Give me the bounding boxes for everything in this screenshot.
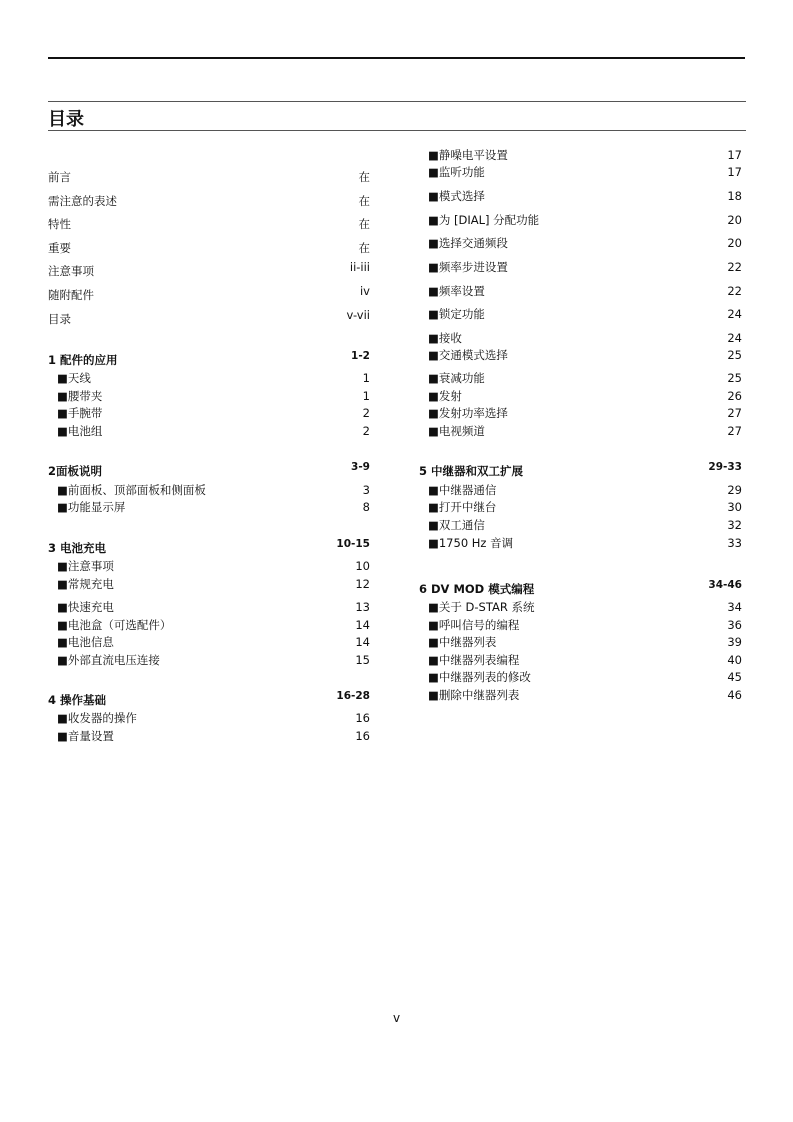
- toc-entry[interactable]: ■中继器列表的修改 45: [428, 670, 742, 684]
- toc-entry[interactable]: ■模式选择 18: [428, 189, 742, 203]
- toc-entry[interactable]: ■呼叫信号的编程 36: [428, 618, 742, 632]
- toc-entry[interactable]: ■收发器的操作 16: [57, 711, 370, 725]
- toc-entry[interactable]: ■快速充电 13: [57, 600, 370, 614]
- toc-entry[interactable]: ■外部直流电压连接 15: [57, 653, 370, 667]
- toc-entry[interactable]: ■发射 26: [428, 389, 742, 403]
- toc-section-heading[interactable]: 2面板说明 3-9: [48, 461, 370, 478]
- toc-entry[interactable]: ■监听功能 17: [428, 165, 742, 179]
- toc-entry[interactable]: ■天线 1: [57, 371, 370, 385]
- toc-entry[interactable]: ■电池盒（可选配件） 14: [57, 618, 370, 632]
- toc-entry[interactable]: 目录 v-vii: [48, 308, 370, 326]
- toc-entry[interactable]: ■衰减功能 25: [428, 371, 742, 385]
- toc-entry[interactable]: ■前面板、顶部面板和侧面板 3: [57, 483, 370, 497]
- toc-entry[interactable]: ■双工通信 32: [428, 518, 742, 532]
- toc-entry[interactable]: ■电池组 2: [57, 424, 370, 438]
- toc-section-heading[interactable]: 4 操作基础 16-28: [48, 690, 370, 707]
- toc-section-heading[interactable]: 1 配件的应用 1-2: [48, 350, 370, 367]
- header-rule: [48, 101, 746, 102]
- page-number: v: [392, 1011, 401, 1025]
- toc-entry[interactable]: ■1750 Hz 音调 33: [428, 536, 742, 550]
- toc-entry[interactable]: 随附配件 iv: [48, 284, 370, 302]
- toc-entry[interactable]: 重要 在: [48, 241, 370, 255]
- toc-entry[interactable]: ■注意事项 10: [57, 559, 370, 573]
- toc-entry[interactable]: ■腰带夹 1: [57, 389, 370, 403]
- toc-section-heading[interactable]: 5 中继器和双工扩展 29-33: [419, 461, 742, 478]
- toc-entry[interactable]: ■发射功率选择 27: [428, 406, 742, 420]
- toc-entry[interactable]: ■接收 24: [428, 331, 742, 345]
- toc-entry[interactable]: ■为 [DIAL] 分配功能 20: [428, 213, 742, 227]
- toc-entry[interactable]: ■静噪电平设置 17: [428, 148, 742, 162]
- toc-entry[interactable]: ■电池信息 14: [57, 635, 370, 649]
- toc-entry[interactable]: ■交通模式选择 25: [428, 348, 742, 362]
- toc-entry[interactable]: ■选择交通频段 20: [428, 236, 742, 250]
- toc-entry[interactable]: ■频率步进设置 22: [428, 260, 742, 274]
- toc-entry[interactable]: ■删除中继器列表 46: [428, 688, 742, 702]
- toc-entry[interactable]: 前言 在: [48, 170, 370, 184]
- toc-entry[interactable]: ■电视频道 27: [428, 424, 742, 438]
- header-rule-top: [48, 57, 745, 59]
- toc-entry[interactable]: ■常规充电 12: [57, 577, 370, 591]
- toc-entry[interactable]: ■频率设置 22: [428, 284, 742, 298]
- toc-entry[interactable]: ■手腕带 2: [57, 406, 370, 420]
- toc-entry[interactable]: 注意事项 ii-iii: [48, 260, 370, 278]
- toc-entry[interactable]: ■中继器列表 39: [428, 635, 742, 649]
- toc-entry[interactable]: ■锁定功能 24: [428, 307, 742, 321]
- toc-entry[interactable]: 需注意的表述 在: [48, 194, 370, 208]
- toc-entry[interactable]: ■打开中继台 30: [428, 500, 742, 514]
- toc-entry[interactable]: ■音量设置 16: [57, 729, 370, 743]
- page-title: 目录: [48, 109, 84, 130]
- toc-entry[interactable]: ■功能显示屏 8: [57, 500, 370, 514]
- title-rule: [48, 130, 746, 131]
- toc-entry[interactable]: ■中继器通信 29: [428, 483, 742, 497]
- toc-section-heading[interactable]: 3 电池充电 10-15: [48, 538, 370, 555]
- toc-section-heading[interactable]: 6 DV MOD 模式编程 34-46: [419, 579, 742, 596]
- toc-entry[interactable]: 特性 在: [48, 217, 370, 231]
- toc-entry[interactable]: ■中继器列表编程 40: [428, 653, 742, 667]
- toc-entry[interactable]: ■关于 D-STAR 系统 34: [428, 600, 742, 614]
